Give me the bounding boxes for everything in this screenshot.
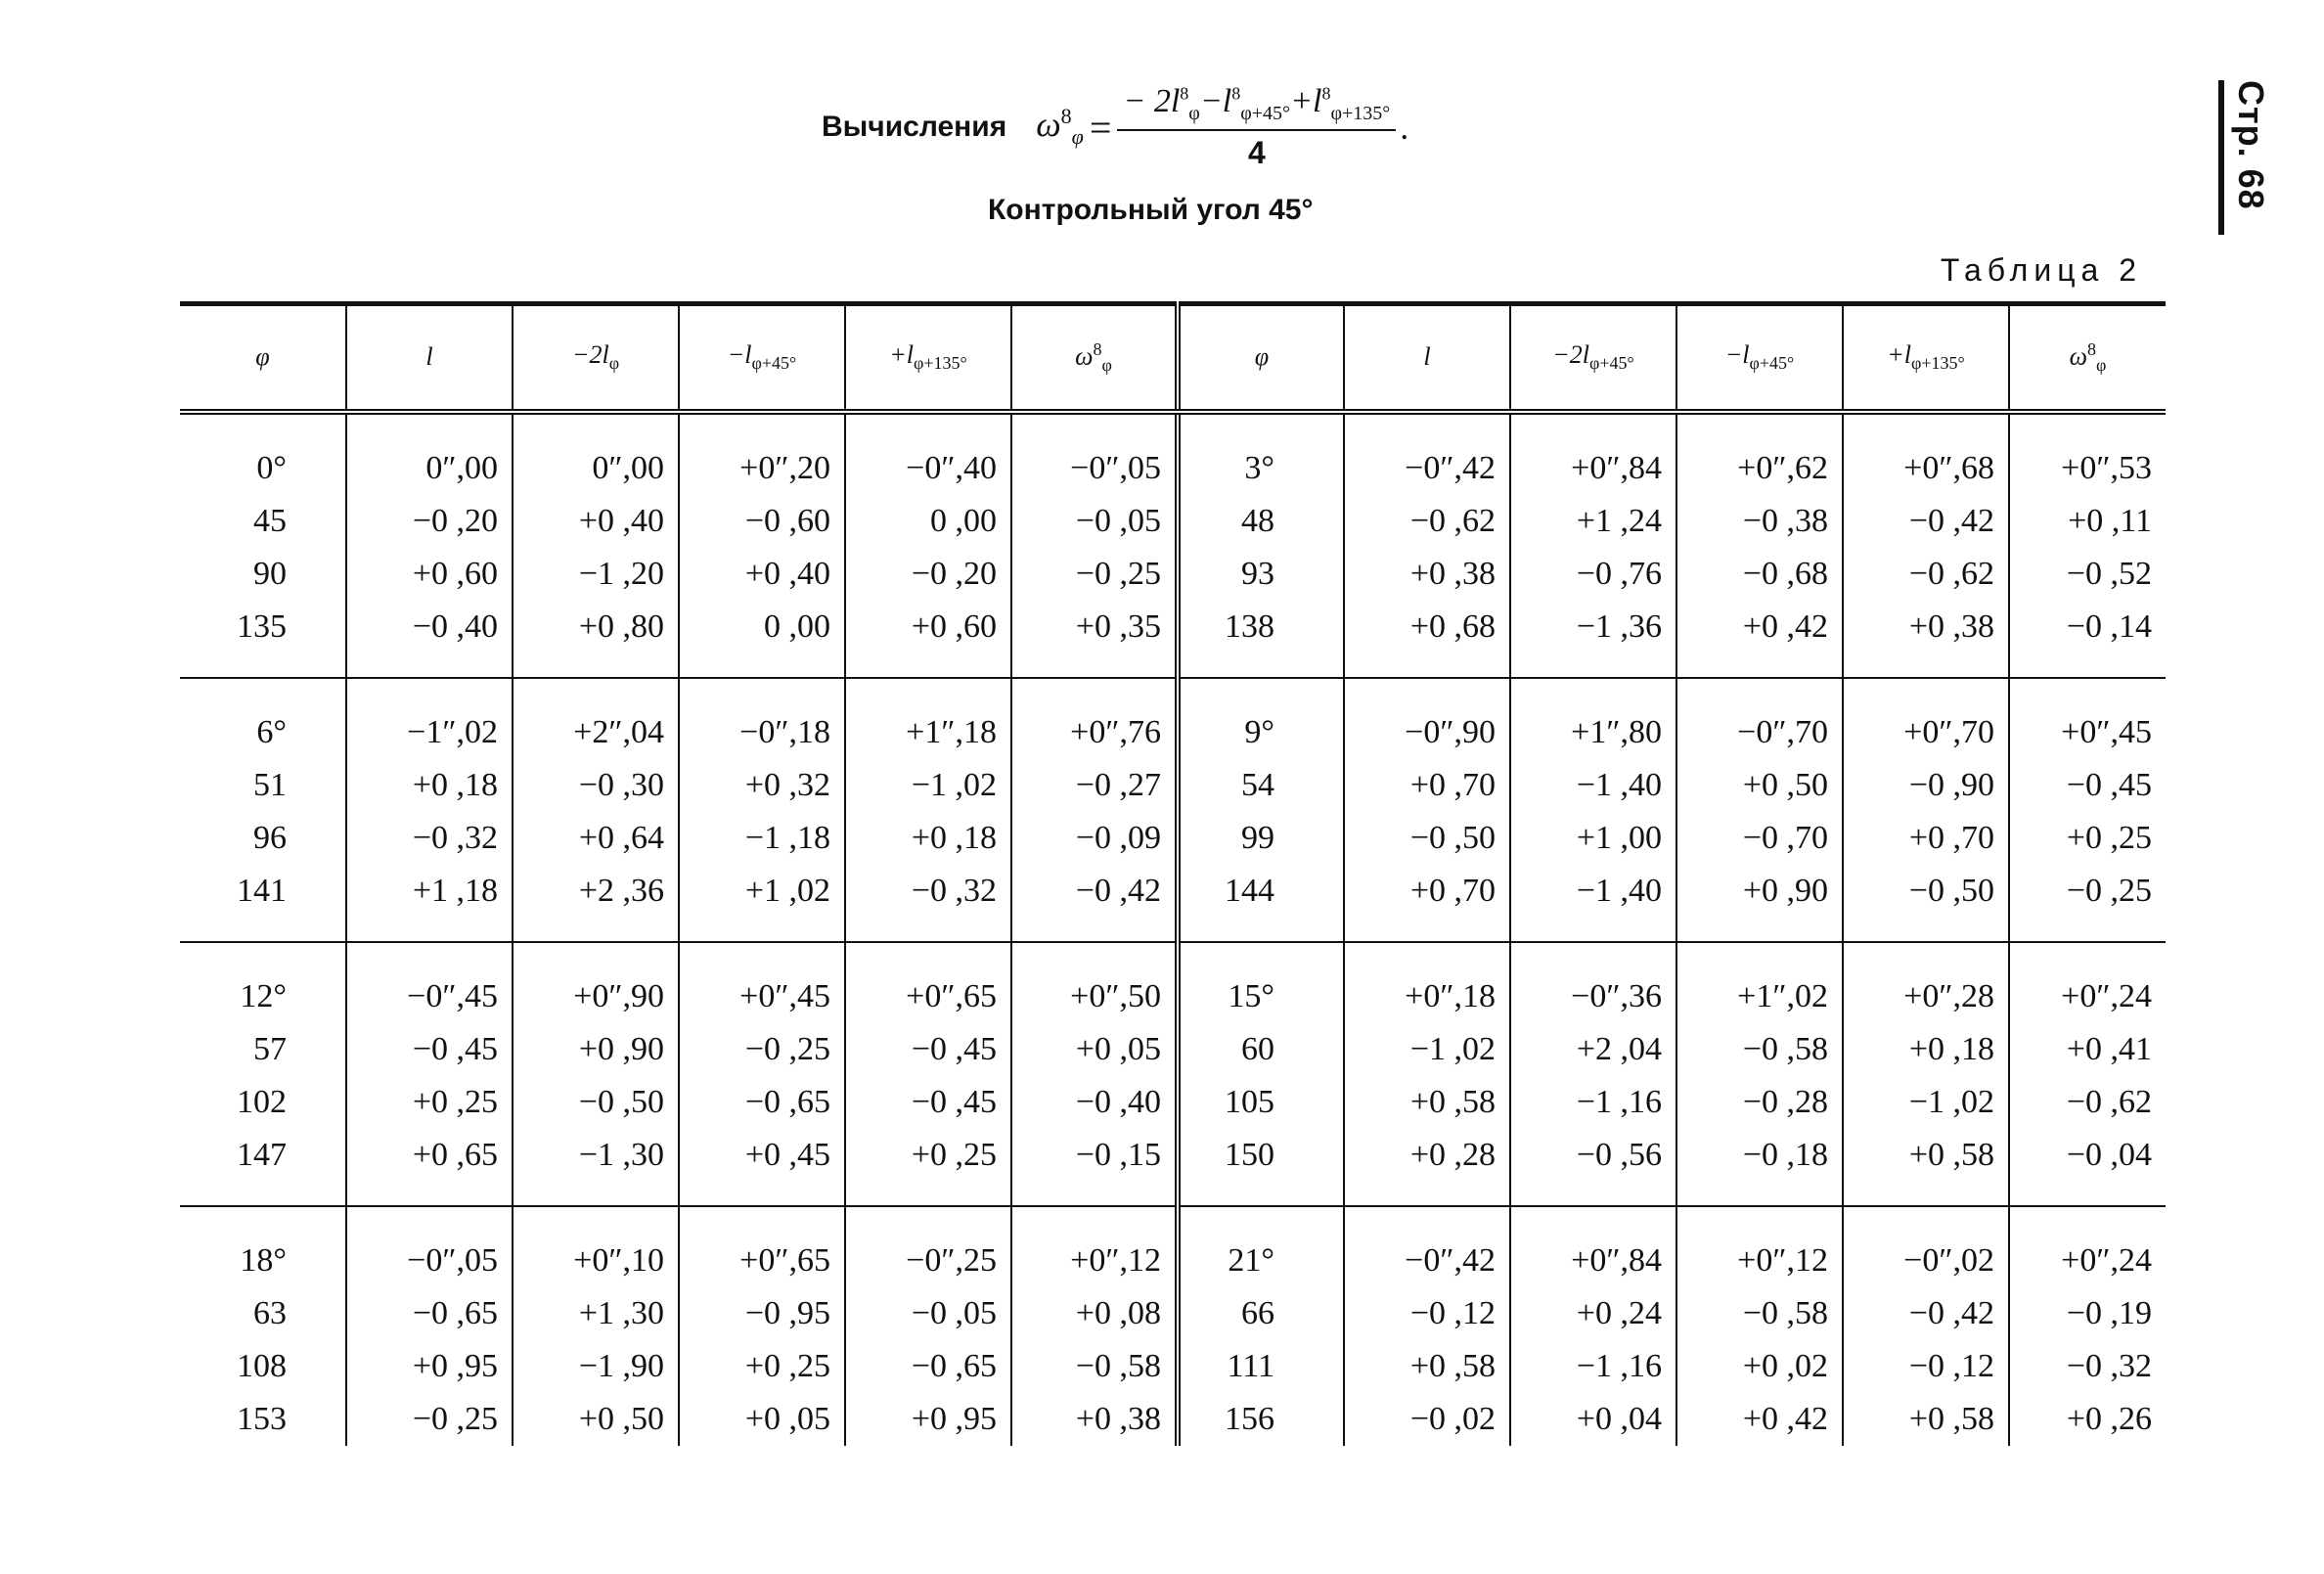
- table-cell: +0″,24: [2009, 1235, 2166, 1287]
- table-cell: −0 ,25: [679, 1023, 845, 1076]
- table-row: [180, 1076, 2166, 1129]
- header-left-1: l: [346, 304, 513, 412]
- table-row: [180, 601, 2166, 653]
- formula-fraction: [1117, 83, 1396, 171]
- table-cell: −0 ,05: [1011, 495, 1178, 548]
- table-cell: −0 ,32: [2009, 1340, 2166, 1393]
- table-cell: 135: [237, 607, 287, 645]
- table-cell: +1 ,02: [679, 865, 845, 918]
- table-cell: 0″,00: [513, 442, 679, 495]
- table-cell: −0 ,25: [1011, 548, 1178, 601]
- table-cell: −1 ,02: [1843, 1076, 2009, 1129]
- formula-denominator: 4: [1247, 134, 1266, 170]
- table-cell: −1 ,02: [845, 759, 1011, 812]
- table-cell: −0″,02: [1843, 1235, 2009, 1287]
- table-cell: +0″,65: [845, 970, 1011, 1023]
- table-cell: 99: [1178, 812, 1344, 865]
- table-cell: 102: [237, 1083, 287, 1120]
- formula-lead: Вычисления: [822, 111, 1007, 143]
- table-cell: +0 ,45: [679, 1129, 845, 1182]
- table-cell: −0 ,32: [845, 865, 1011, 918]
- table-cell: 51: [253, 766, 287, 803]
- group-separator: [180, 653, 2166, 678]
- header-right-5: $\omega^8_\varphi$: [2009, 304, 2166, 412]
- table-cell: −0″,36: [1510, 970, 1676, 1023]
- table-number: Таблица 2: [1940, 252, 2142, 288]
- table-cell: +0 ,90: [1676, 865, 1843, 918]
- table-cell: +1″,18: [845, 706, 1011, 759]
- table-cell: −0 ,58: [1011, 1340, 1178, 1393]
- table-cell: −0 ,20: [346, 495, 513, 548]
- table-cell: +0″,12: [1676, 1235, 1843, 1287]
- table-cell: 111: [1178, 1340, 1344, 1393]
- table-cell: −0 ,14: [2009, 601, 2166, 653]
- table-cell: −0 ,95: [679, 1287, 845, 1340]
- page-number-rule: [2218, 80, 2224, 235]
- table-cell: −1 ,90: [513, 1340, 679, 1393]
- formula-lhs: $\omega^8_\varphi$: [1036, 104, 1084, 150]
- table-cell: −0 ,62: [2009, 1076, 2166, 1129]
- table-cell: +0 ,41: [2009, 1023, 2166, 1076]
- table-cell: +0 ,25: [2009, 812, 2166, 865]
- table-cell: −0 ,50: [1843, 865, 2009, 918]
- table-cell: +0″,70: [1843, 706, 2009, 759]
- table-cell: +0″,76: [1011, 706, 1178, 759]
- table-row: [180, 1023, 2166, 1076]
- table-cell: 156: [1178, 1393, 1344, 1446]
- table-cell: +0 ,25: [679, 1340, 845, 1393]
- table-cell: −0 ,45: [2009, 759, 2166, 812]
- table-cell: −0 ,09: [1011, 812, 1178, 865]
- page-number-label: Стр. 68: [2231, 80, 2271, 210]
- table-cell: +0 ,68: [1344, 601, 1510, 653]
- table-cell: −0 ,15: [1011, 1129, 1178, 1182]
- table-cell: −1 ,40: [1510, 865, 1676, 918]
- table-cell: 54: [1178, 759, 1344, 812]
- table-cell: +0 ,70: [1344, 865, 1510, 918]
- table-cell: +0 ,58: [1344, 1076, 1510, 1129]
- table-row: [180, 1129, 2166, 1182]
- subtitle: Контрольный угол 45°: [988, 194, 1314, 226]
- table-cell: −1 ,02: [1344, 1023, 1510, 1076]
- table-cell: +0″,84: [1510, 1235, 1676, 1287]
- table-cell: 18°: [240, 1241, 287, 1279]
- table-cell: −0 ,25: [346, 1393, 513, 1446]
- table-cell: −0 ,04: [2009, 1129, 2166, 1182]
- table-cell: 141: [237, 872, 287, 909]
- table-cell: +0 ,26: [2009, 1393, 2166, 1446]
- table-cell: 90: [253, 555, 287, 592]
- table-cell: −0 ,65: [679, 1076, 845, 1129]
- table-cell: −0 ,62: [1344, 495, 1510, 548]
- group-gap: [180, 942, 2166, 970]
- table-cell: +0″,24: [2009, 970, 2166, 1023]
- table-cell: +0″,28: [1843, 970, 2009, 1023]
- table-cell: +0 ,28: [1344, 1129, 1510, 1182]
- table-cell: +1 ,00: [1510, 812, 1676, 865]
- header-left-5: $\omega^8_\varphi$: [1011, 304, 1178, 412]
- table-row: [180, 1340, 2166, 1393]
- table-cell: −0″,18: [679, 706, 845, 759]
- group-separator: [180, 918, 2166, 942]
- header-right-3: $-l_{\varphi+45^\circ}$: [1676, 304, 1843, 412]
- table-cell: −0″,70: [1676, 706, 1843, 759]
- table-cell: +0 ,38: [1011, 1393, 1178, 1446]
- table-cell: −0 ,50: [1344, 812, 1510, 865]
- table-cell: −0 ,28: [1676, 1076, 1843, 1129]
- table-cell: +0″,12: [1011, 1235, 1178, 1287]
- table-cell: −0 ,38: [1676, 495, 1843, 548]
- table-cell: +0 ,42: [1676, 1393, 1843, 1446]
- table-cell: −0 ,12: [1344, 1287, 1510, 1340]
- table-cell: −1 ,36: [1510, 601, 1676, 653]
- table-cell: +0 ,70: [1344, 759, 1510, 812]
- table-cell: +0″,18: [1344, 970, 1510, 1023]
- table-cell: 15°: [1178, 970, 1344, 1023]
- table-cell: −0 ,19: [2009, 1287, 2166, 1340]
- group-gap: [180, 412, 2166, 442]
- table-cell: −0 ,68: [1676, 548, 1843, 601]
- table-cell: +0 ,38: [1344, 548, 1510, 601]
- table-cell: −0 ,42: [1843, 495, 2009, 548]
- table-cell: −0 ,90: [1843, 759, 2009, 812]
- table-cell: −0 ,30: [513, 759, 679, 812]
- table-cell: +0 ,65: [346, 1129, 513, 1182]
- table-cell: 0″,00: [346, 442, 513, 495]
- table-cell: 144: [1178, 865, 1344, 918]
- table-row: [180, 548, 2166, 601]
- data-table: [180, 301, 2166, 1446]
- header-right-1: l: [1344, 304, 1510, 412]
- table-cell: +0 ,58: [1344, 1340, 1510, 1393]
- page-number: [2218, 80, 2277, 227]
- table-cell: −1 ,16: [1510, 1076, 1676, 1129]
- table-row: [180, 759, 2166, 812]
- header-left-0: φ: [180, 304, 346, 412]
- table-cell: −0 ,02: [1344, 1393, 1510, 1446]
- table-cell: −0 ,27: [1011, 759, 1178, 812]
- table-cell: +0 ,58: [1843, 1393, 2009, 1446]
- table-cell: +0 ,18: [845, 812, 1011, 865]
- table-cell: +2 ,04: [1510, 1023, 1676, 1076]
- table-cell: 12°: [240, 977, 287, 1014]
- header-left-2: $-2l_\varphi$: [513, 304, 679, 412]
- table-cell: 57: [253, 1030, 287, 1067]
- group-gap: [180, 1206, 2166, 1235]
- table-row: [180, 1393, 2166, 1446]
- table-cell: −1 ,30: [513, 1129, 679, 1182]
- table-row: [180, 970, 2166, 1023]
- table-cell: −0″,42: [1344, 442, 1510, 495]
- table-cell: +0″,50: [1011, 970, 1178, 1023]
- table-row: [180, 865, 2166, 918]
- table-cell: 66: [1178, 1287, 1344, 1340]
- table-cell: −0″,05: [1011, 442, 1178, 495]
- header-right-0: φ: [1178, 304, 1344, 412]
- formula: [822, 68, 1408, 186]
- table-header-row: [180, 304, 2166, 412]
- table-cell: +0 ,50: [513, 1393, 679, 1446]
- table-row: [180, 1235, 2166, 1287]
- table-cell: −0 ,45: [346, 1023, 513, 1076]
- table-cell: −0 ,76: [1510, 548, 1676, 601]
- header-left-4: $+l_{\varphi+135^\circ}$: [845, 304, 1011, 412]
- formula-numerator: − $2l^8_\varphi-l^8_{\varphi+45^\circ}+l^8_{\varphi+135^\circ}$: [1117, 83, 1396, 131]
- table-cell: +0″,45: [2009, 706, 2166, 759]
- group-gap: [180, 678, 2166, 706]
- table-cell: +0 ,11: [2009, 495, 2166, 548]
- table-cell: +0 ,18: [1843, 1023, 2009, 1076]
- table-cell: +0 ,64: [513, 812, 679, 865]
- table-row: [180, 495, 2166, 548]
- group-separator: [180, 1182, 2166, 1206]
- table-cell: +0 ,25: [346, 1076, 513, 1129]
- table-cell: 3°: [1178, 442, 1344, 495]
- table-cell: 6°: [256, 713, 287, 750]
- table-cell: +0 ,25: [845, 1129, 1011, 1182]
- table-cell: +0″,68: [1843, 442, 2009, 495]
- table-cell: 60: [1178, 1023, 1344, 1076]
- table-cell: +2 ,36: [513, 865, 679, 918]
- table-row: [180, 706, 2166, 759]
- table-cell: −0 ,40: [1011, 1076, 1178, 1129]
- table-cell: −0 ,58: [1676, 1023, 1843, 1076]
- table-cell: −0 ,70: [1676, 812, 1843, 865]
- table-cell: +0 ,42: [1676, 601, 1843, 653]
- table-cell: +0 ,60: [346, 548, 513, 601]
- table-cell: 63: [253, 1294, 287, 1331]
- table-cell: +0″,90: [513, 970, 679, 1023]
- table-cell: +0″,65: [679, 1235, 845, 1287]
- table-cell: +0 ,18: [346, 759, 513, 812]
- table-cell: 150: [1178, 1129, 1344, 1182]
- table-cell: +0 ,60: [845, 601, 1011, 653]
- formula-equals: =: [1089, 105, 1112, 150]
- table-cell: +0 ,32: [679, 759, 845, 812]
- table-cell: +0″,84: [1510, 442, 1676, 495]
- table-cell: 48: [1178, 495, 1344, 548]
- table-cell: −0 ,45: [845, 1023, 1011, 1076]
- table-cell: +0″,53: [2009, 442, 2166, 495]
- table-cell: −0 ,65: [346, 1287, 513, 1340]
- table-cell: 0 ,00: [679, 601, 845, 653]
- table-cell: −0 ,50: [513, 1076, 679, 1129]
- table-cell: +0 ,04: [1510, 1393, 1676, 1446]
- table-cell: +0 ,70: [1843, 812, 2009, 865]
- table-cell: −1 ,16: [1510, 1340, 1676, 1393]
- table-cell: −0 ,32: [346, 812, 513, 865]
- table-cell: −0″,05: [346, 1235, 513, 1287]
- table-cell: +0 ,38: [1843, 601, 2009, 653]
- table-cell: −0 ,05: [845, 1287, 1011, 1340]
- table-cell: +1 ,24: [1510, 495, 1676, 548]
- table-cell: −0″,40: [845, 442, 1011, 495]
- table-cell: 147: [237, 1136, 287, 1173]
- table-cell: −0 ,56: [1510, 1129, 1676, 1182]
- table-cell: +0 ,02: [1676, 1340, 1843, 1393]
- header-right-4: $+l_{\varphi+135^\circ}$: [1843, 304, 2009, 412]
- table-cell: −1 ,20: [513, 548, 679, 601]
- table-cell: 9°: [1178, 706, 1344, 759]
- table-cell: +0 ,05: [1011, 1023, 1178, 1076]
- table-cell: +0 ,05: [679, 1393, 845, 1446]
- table-cell: −0 ,65: [845, 1340, 1011, 1393]
- table-cell: −0 ,12: [1843, 1340, 2009, 1393]
- table-cell: −0″,25: [845, 1235, 1011, 1287]
- table-cell: +0 ,80: [513, 601, 679, 653]
- table-cell: −0 ,18: [1676, 1129, 1843, 1182]
- table-row: [180, 442, 2166, 495]
- table-cell: +0 ,40: [679, 548, 845, 601]
- table-cell: +0″,62: [1676, 442, 1843, 495]
- table-cell: 93: [1178, 548, 1344, 601]
- table-cell: −0 ,60: [679, 495, 845, 548]
- table-row: [180, 1287, 2166, 1340]
- table-cell: −0 ,45: [845, 1076, 1011, 1129]
- table-cell: +1″,02: [1676, 970, 1843, 1023]
- table-cell: −0 ,42: [1011, 865, 1178, 918]
- table-cell: +2″,04: [513, 706, 679, 759]
- table-cell: +0″,10: [513, 1235, 679, 1287]
- table-cell: 0 ,00: [845, 495, 1011, 548]
- table-cell: −1 ,18: [679, 812, 845, 865]
- table-cell: +0 ,95: [845, 1393, 1011, 1446]
- table-cell: +1 ,30: [513, 1287, 679, 1340]
- table-cell: −0 ,20: [845, 548, 1011, 601]
- table-cell: +0 ,95: [346, 1340, 513, 1393]
- table-cell: +0 ,50: [1676, 759, 1843, 812]
- table-cell: −0″,45: [346, 970, 513, 1023]
- table-cell: +0 ,40: [513, 495, 679, 548]
- header-left-3: $-l_{\varphi+45^\circ}$: [679, 304, 845, 412]
- table-cell: 45: [253, 502, 287, 539]
- table-cell: +0″,20: [679, 442, 845, 495]
- table-cell: −0 ,40: [346, 601, 513, 653]
- table-cell: +1 ,18: [346, 865, 513, 918]
- table-cell: 0°: [256, 449, 287, 486]
- table-cell: 138: [1178, 601, 1344, 653]
- table-cell: 105: [1178, 1076, 1344, 1129]
- table-cell: +0 ,35: [1011, 601, 1178, 653]
- table-cell: −1 ,40: [1510, 759, 1676, 812]
- table-cell: +0″,45: [679, 970, 845, 1023]
- table-cell: +0 ,08: [1011, 1287, 1178, 1340]
- table-cell: +0 ,58: [1843, 1129, 2009, 1182]
- table-cell: +0 ,24: [1510, 1287, 1676, 1340]
- formula-period: .: [1400, 108, 1409, 147]
- table-cell: 108: [237, 1347, 287, 1384]
- table-cell: 21°: [1178, 1235, 1344, 1287]
- table-cell: −0 ,25: [2009, 865, 2166, 918]
- table-row: [180, 812, 2166, 865]
- table-cell: −0 ,58: [1676, 1287, 1843, 1340]
- table-cell: −0 ,52: [2009, 548, 2166, 601]
- table-cell: 96: [253, 819, 287, 856]
- table-cell: +1″,80: [1510, 706, 1676, 759]
- table-cell: −0″,42: [1344, 1235, 1510, 1287]
- table-cell: 153: [237, 1400, 287, 1437]
- table-cell: −1″,02: [346, 706, 513, 759]
- table-cell: −0 ,62: [1843, 548, 2009, 601]
- table-cell: +0 ,90: [513, 1023, 679, 1076]
- header-right-2: $-2l_{\varphi+45^\circ}$: [1510, 304, 1676, 412]
- table-cell: −0″,90: [1344, 706, 1510, 759]
- table-cell: −0 ,42: [1843, 1287, 2009, 1340]
